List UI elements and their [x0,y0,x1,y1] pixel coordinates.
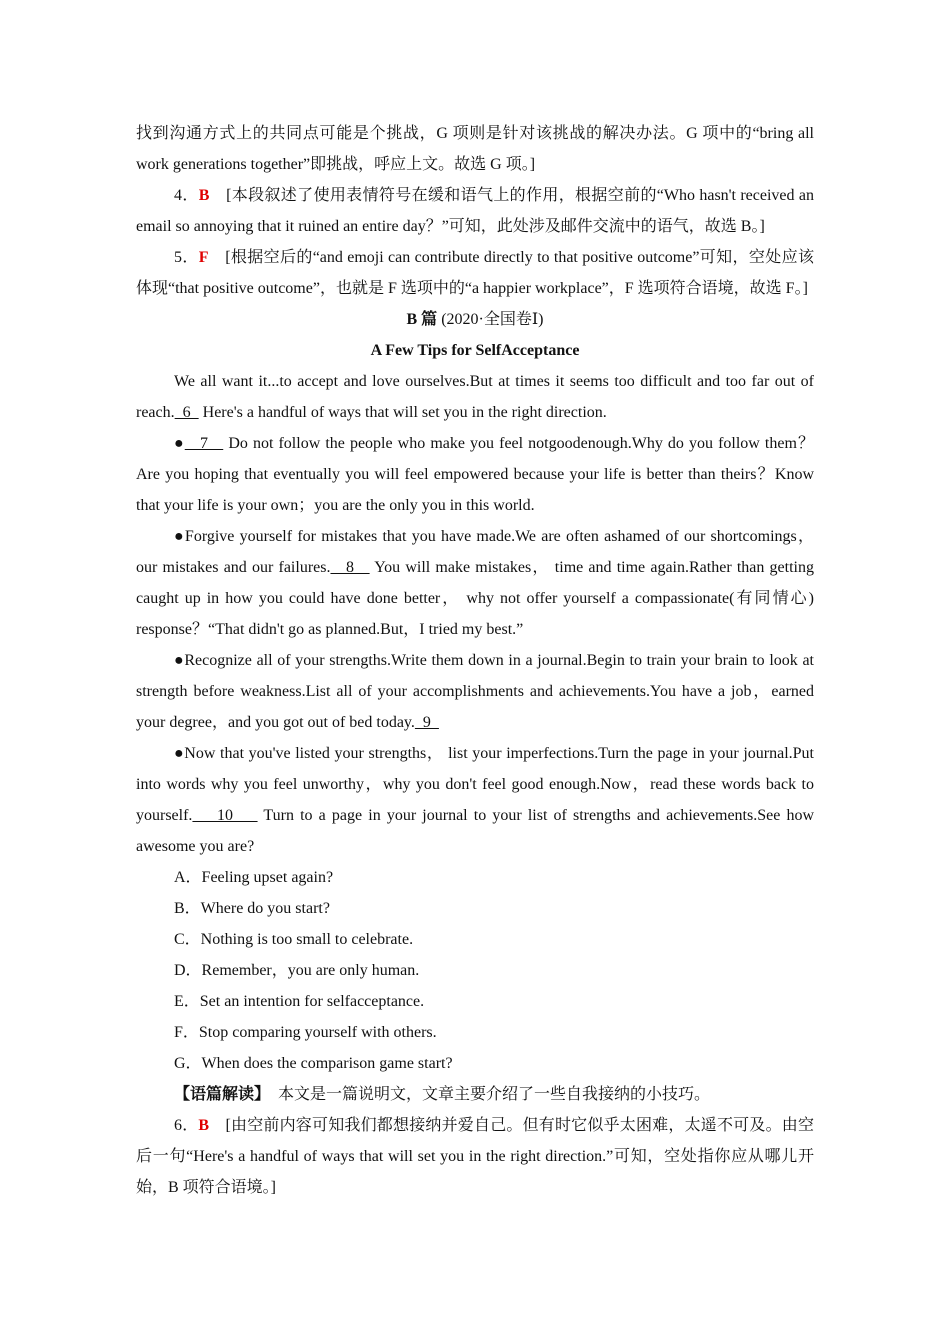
option-d: D．Remember，you are only human. [174,962,420,979]
answer-explanation: [根据空后的“and emoji can contribute directly to that positive outcome”可知，空处应该体现“that positive outcome”，也就是 F 选项中的“a happier workplace”，F 选项符合语境，故选 F。] [136,249,814,297]
question-number: 5． [174,249,199,266]
bullet-icon: ● [174,652,185,669]
option-f: F．Stop comparing yourself with others. [174,1024,437,1041]
answer-letter: B [198,1117,210,1134]
option-e: E．Set an intention for selfacceptance. [174,993,425,1010]
answer-explanation: [由空前内容可知我们都想接纳并爱自己。但有时它似乎太困难，太遥不可及。由空后一句“Here's a handful of ways that will set you in the right direction.”可知，空处指你应从哪儿开始，B 项符合语境。] [136,1117,814,1196]
answer-letter: F [198,249,209,266]
passage-paragraph-3 [136,521,814,645]
option-a: A．Feeling upset again? [174,869,334,886]
analysis-text: 本文是一篇说明文，文章主要介绍了一些自我接纳的小技巧。 [262,1086,711,1103]
analysis-label: 【语篇解读】 [174,1086,263,1103]
blank-7: 7 [184,435,224,452]
bullet-icon: ● [174,528,185,545]
intro-paragraph [136,118,814,180]
option-g: G．When does the comparison game start? [174,1055,453,1072]
passage-text: Forgive yourself for mistakes that you have made.We are often ashamed of our shortcomings， our mistakes and our failures. [136,528,814,576]
bullet-icon: ● [174,435,185,452]
passage-text: Do not follow the people who make you feel notgoodenough.Why do you follow them？ Are you hoping that eventually you will feel empowered because your life is better than theirs？Know that your life is your own；you are the only you in this world. [136,435,815,514]
passage-text: Turn to a page in your journal to your list of strengths and achievements.See how awesome you are? [136,807,815,855]
passage-paragraph-2 [136,428,814,521]
passage-paragraph-5 [136,738,814,862]
section-heading [136,304,814,335]
passage-text: You will make mistakes， time and time again.Rather than getting caught up in how you could have done better， why not offer yourself a compassionate(有同情心) response？“That didn't go as planned.But，I tried my best.” [136,559,814,638]
passage-text: Now that you've listed your strengths， list your imperfections.Turn the page in your journal.Put into words why you feel unworthy，why you don't feel good enough.Now，read these words back to yourself. [136,745,815,824]
passage-paragraph-1 [136,366,814,428]
intro-text: 找到沟通方式上的共同点可能是个挑战，G 项则是针对该挑战的解决办法。G 项中的“bring all work generations together”即挑战，呼应上文。故选 G 项。] [136,125,814,173]
answer-5 [136,242,814,304]
blank-8: 8 [330,559,370,576]
passage-text: Recognize all of your strengths.Write them down in a journal.Begin to train your brain to look at strength before weakness.List all of your accomplishments and achievements.You have a job，earned your degree，and you got out of bed today. [136,652,815,731]
blank-6: 6 [174,404,199,421]
answer-6 [136,1110,814,1203]
blank-9: 9 [414,714,439,731]
passage-text: We all want it...to accept and love ourselves.But at times it seems too difficult and too far out of reach. [136,373,814,421]
passage-analysis [136,1079,814,1110]
passage-title: A Few Tips for SelfAcceptance [370,342,580,359]
passage-text: Here's a handful of ways that will set you in the right direction. [198,404,607,421]
section-label: B 篇 [406,311,438,328]
document-page [136,118,814,1203]
answer-explanation: [本段叙述了使用表情符号在缓和语气上的作用，根据空前的“Who hasn't received an email so annoying that it ruined an entire day？”可知，此处涉及邮件交流中的语气，故选 B。] [136,187,814,235]
option-c: C．Nothing is too small to celebrate. [174,931,414,948]
option-b: B．Where do you start? [174,900,330,917]
section-source: (2020·全国卷Ⅰ) [441,311,544,328]
bullet-icon: ● [174,745,185,762]
passage-paragraph-4 [136,645,814,738]
answer-4 [136,180,814,242]
answer-letter: B [198,187,210,204]
question-number: 4． [174,187,199,204]
question-number: 6． [174,1117,199,1134]
blank-10: 10 [192,807,258,824]
